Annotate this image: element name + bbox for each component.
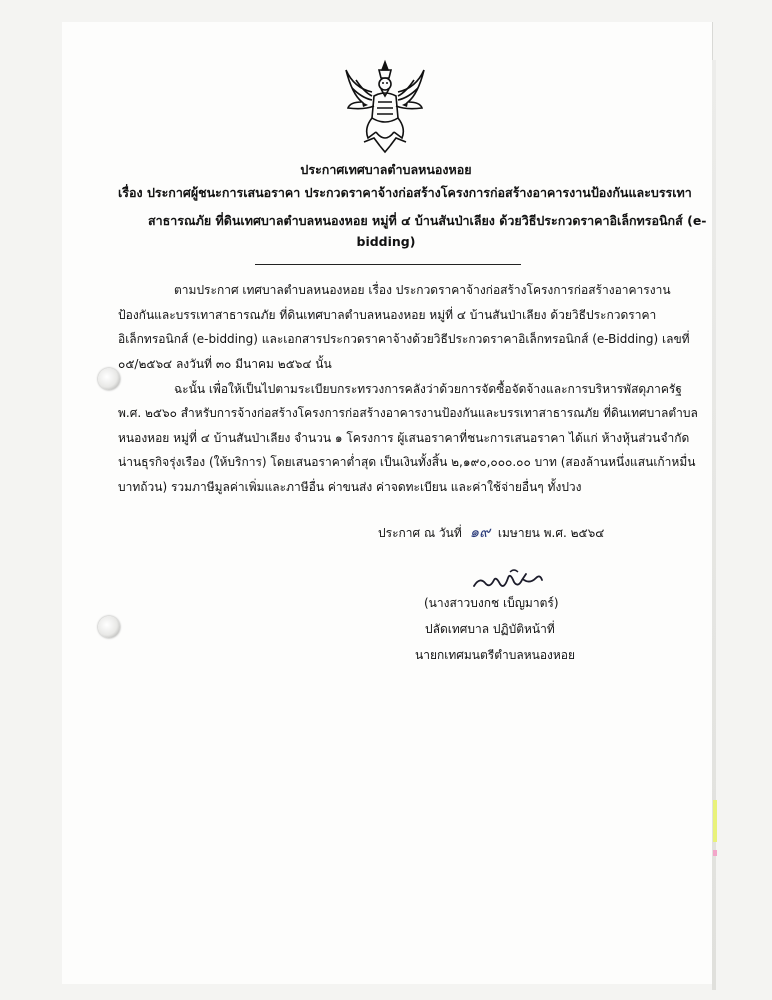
paragraph-1-line: ๐๕/๒๕๖๔ ลงวันที่ ๓๐ มีนาคม ๒๕๖๔ นั้น	[118, 357, 332, 371]
paragraph-2-line: พ.ศ. ๒๕๖๐ สำหรับการจ้างก่อสร้างโครงการก่อสร้างอาคารงานป้องกันและบรรเทาสาธารณภัย ที่ดินเทศบาลตำบล	[118, 406, 698, 420]
paragraph-2-line: หนองหอย หมู่ที่ ๔ บ้านสันป่าเลียง จำนวน ๑ โครงการ ผู้เสนอราคาที่ชนะการเสนอราคา ได้แก่ ห้างหุ้นส่วนจำกัด	[118, 431, 690, 445]
signer-position-1: ปลัดเทศบาล ปฏิบัติหน้าที่	[425, 622, 555, 636]
subject-line-2: สาธารณภัย ที่ดินเทศบาลตำบลหนองหอย หมู่ที่ ๔ บ้านสันป่าเลียง ด้วยวิธีประกวดราคาอิเล็กทรอนิกส์ (e-	[148, 213, 707, 228]
date-prefix: ประกาศ ณ วันที่	[378, 526, 462, 540]
date-day-handwritten: ๑๙	[469, 523, 491, 541]
paragraph-1-line: ตามประกาศ เทศบาลตำบลหนองหอย เรื่อง ประกวดราคาจ้างก่อสร้างโครงการก่อสร้างอาคารงาน	[174, 283, 671, 297]
page-edge-highlight	[713, 850, 717, 856]
punch-hole	[98, 616, 120, 638]
paragraph-1-line: ป้องกันและบรรเทาสาธารณภัย ที่ดินเทศบาลตำบลหนองหอย หมู่ที่ ๔ บ้านสันป่าเลียง ด้วยวิธีประกวดราคา	[118, 308, 657, 322]
announcement-date	[378, 524, 604, 541]
handwritten-signature	[470, 566, 550, 594]
paragraph-2-line: น่านธุรกิจรุ่งเรือง (ให้บริการ) โดยเสนอราคาต่ำสุด เป็นเงินทั้งสิ้น ๒,๑๙๐,๐๐๐.๐๐ บาท (สองล้านหนึ่งแสนเก้าหมื่น	[118, 455, 696, 469]
signer-name: (นางสาวบงกช เบ็ญมาตร์)	[424, 596, 559, 610]
signer-position-2: นายกเทศมนตรีตำบลหนองหอย	[415, 648, 576, 662]
subject-line-1: เรื่อง ประกาศผู้ชนะการเสนอราคา ประกวดราคาจ้างก่อสร้างโครงการก่อสร้างอาคารงานป้องกันและบรรเทา	[118, 185, 692, 200]
page-edge-highlight	[713, 800, 717, 842]
punch-hole	[98, 368, 120, 390]
paragraph-2-line: บาทถ้วน) รวมภาษีมูลค่าเพิ่มและภาษีอื่น ค่าขนส่ง ค่าจดทะเบียน และค่าใช้จ่ายอื่นๆ ทั้งปวง	[118, 480, 582, 494]
subject-line-3: bidding)	[356, 234, 416, 249]
paragraph-2-line: ฉะนั้น เพื่อให้เป็นไปตามระเบียบกระทรวงการคลังว่าด้วยการจัดซื้อจัดจ้างและการบริหารพัสดุภาครัฐ	[174, 382, 682, 396]
organization-heading: ประกาศเทศบาลตำบลหนองหอย	[300, 162, 472, 177]
divider-rule	[255, 264, 521, 265]
paragraph-1-line: อิเล็กทรอนิกส์ (e-bidding) และเอกสารประกวดราคาจ้างด้วยวิธีประกวดราคาอิเล็กทรอนิกส์ (e-Bidding) เลขที่	[118, 332, 690, 346]
garuda-emblem-icon	[342, 58, 428, 154]
date-suffix: เมษายน พ.ศ. ๒๕๖๔	[497, 526, 605, 540]
